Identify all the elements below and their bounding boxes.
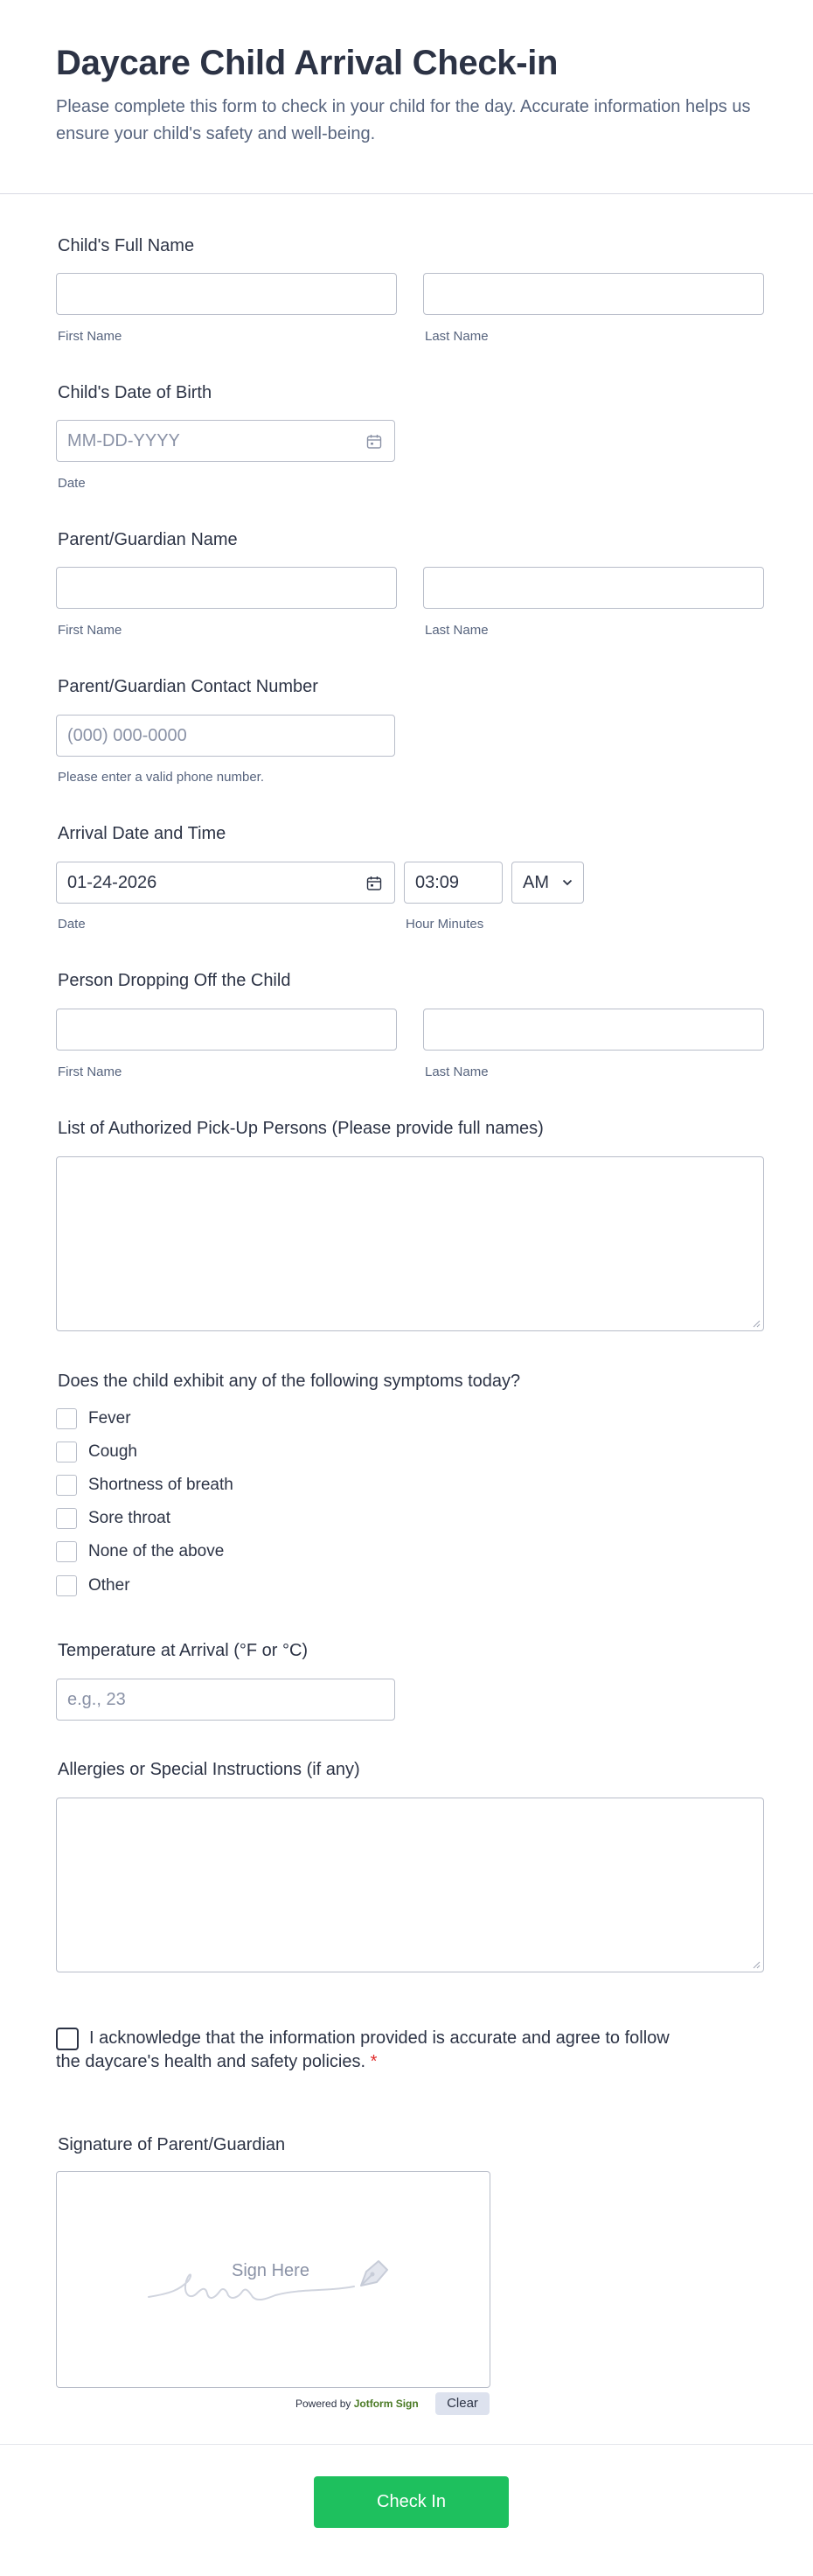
parent-phone-label: Parent/Guardian Contact Number xyxy=(58,677,318,696)
clear-signature-button[interactable]: Clear xyxy=(435,2392,490,2415)
parent-first-name-input[interactable] xyxy=(56,567,397,609)
child-last-name-sublabel: Last Name xyxy=(425,329,489,344)
dropoff-last-name-input[interactable] xyxy=(423,1009,764,1051)
arrival-ampm-value: AM xyxy=(523,873,549,892)
child-name-label: Child's Full Name xyxy=(58,236,195,255)
parent-name-label: Parent/Guardian Name xyxy=(58,530,238,549)
required-mark: * xyxy=(370,2052,378,2071)
dropoff-last-name-sublabel: Last Name xyxy=(425,1065,489,1079)
symptom-checkbox[interactable] xyxy=(56,1508,77,1529)
resize-handle-icon[interactable] xyxy=(752,1960,761,1969)
allergies-label: Allergies or Special Instructions (if any) xyxy=(58,1760,360,1779)
child-first-name-sublabel: First Name xyxy=(58,329,122,344)
signature-label: Signature of Parent/Guardian xyxy=(58,2135,286,2154)
arrival-time-input[interactable] xyxy=(404,862,503,904)
symptom-checkbox[interactable] xyxy=(56,1541,77,1562)
symptom-option-label: Other xyxy=(88,1576,130,1595)
symptom-checkbox[interactable] xyxy=(56,1575,77,1596)
child-dob-label: Child's Date of Birth xyxy=(58,383,212,402)
parent-first-name-sublabel: First Name xyxy=(58,623,122,638)
symptom-option-label: Fever xyxy=(88,1409,131,1428)
symptom-option-label: Cough xyxy=(88,1442,137,1461)
arrival-date-sublabel: Date xyxy=(58,917,86,932)
brand-link[interactable]: Jotform Sign xyxy=(353,2398,419,2410)
parent-phone-input[interactable] xyxy=(56,715,395,757)
parent-last-name-sublabel: Last Name xyxy=(425,623,489,638)
powered-by-label: Powered by xyxy=(295,2398,351,2410)
child-first-name-input[interactable] xyxy=(56,273,397,315)
acknowledge-text[interactable] xyxy=(56,2027,685,2074)
child-last-name-input[interactable] xyxy=(423,273,764,315)
arrival-date-input[interactable] xyxy=(56,862,395,904)
symptom-option-label: None of the above xyxy=(88,1542,225,1560)
check-in-button[interactable]: Check In xyxy=(314,2476,509,2528)
arrival-date-value: 01-24-2026 xyxy=(67,873,157,892)
temperature-label: Temperature at Arrival (°F or °C) xyxy=(58,1641,309,1660)
parent-last-name-input[interactable] xyxy=(423,567,764,609)
signature-pad[interactable] xyxy=(56,2171,490,2388)
allergies-textarea[interactable] xyxy=(56,1798,764,1972)
parent-phone-sublabel: Please enter a valid phone number. xyxy=(58,770,264,785)
pickup-label: List of Authorized Pick-Up Persons (Please provide full names) xyxy=(58,1119,544,1138)
symptoms-label: Does the child exhibit any of the following symptoms today? xyxy=(58,1372,521,1391)
acknowledge-label: I acknowledge that the information provided is accurate and agree to follow the daycare's health and safety policies. xyxy=(56,2028,670,2071)
symptom-option-label: Sore throat xyxy=(88,1509,170,1527)
form-header xyxy=(0,0,813,194)
footer-divider xyxy=(0,2444,813,2445)
symptom-checkbox[interactable] xyxy=(56,1408,77,1429)
symptom-checkbox[interactable] xyxy=(56,1442,77,1463)
calendar-icon[interactable] xyxy=(366,434,382,450)
pickup-textarea[interactable] xyxy=(56,1156,764,1331)
symptom-option-label: Shortness of breath xyxy=(88,1476,233,1494)
child-dob-placeholder: MM-DD-YYYY xyxy=(67,431,180,450)
temperature-placeholder: e.g., 23 xyxy=(67,1690,126,1709)
calendar-icon[interactable] xyxy=(366,876,382,891)
dropoff-first-name-input[interactable] xyxy=(56,1009,397,1051)
arrival-ampm-select[interactable] xyxy=(511,862,584,904)
chevron-down-icon xyxy=(562,878,573,887)
arrival-label: Arrival Date and Time xyxy=(58,824,226,843)
arrival-time-value: 03:09 xyxy=(415,873,460,892)
dropoff-label: Person Dropping Off the Child xyxy=(58,971,291,990)
form-title: Daycare Child Arrival Check-in xyxy=(56,44,559,82)
arrival-time-sublabel: Hour Minutes xyxy=(406,917,484,932)
dropoff-first-name-sublabel: First Name xyxy=(58,1065,122,1079)
child-dob-input[interactable] xyxy=(56,420,395,462)
temperature-input[interactable] xyxy=(56,1679,395,1721)
child-dob-sublabel: Date xyxy=(58,476,86,491)
form-subtitle: Please complete this form to check in your child for the day. Accurate information helps us ensure your child's safety and well-being. xyxy=(56,97,751,143)
signature-hint: Sign Here xyxy=(232,2261,309,2280)
symptom-checkbox[interactable] xyxy=(56,1475,77,1496)
powered-by-text xyxy=(295,2398,419,2410)
resize-handle-icon[interactable] xyxy=(752,1319,761,1328)
pen-nib-icon xyxy=(356,2256,393,2291)
parent-phone-placeholder: (000) 000-0000 xyxy=(67,726,187,745)
